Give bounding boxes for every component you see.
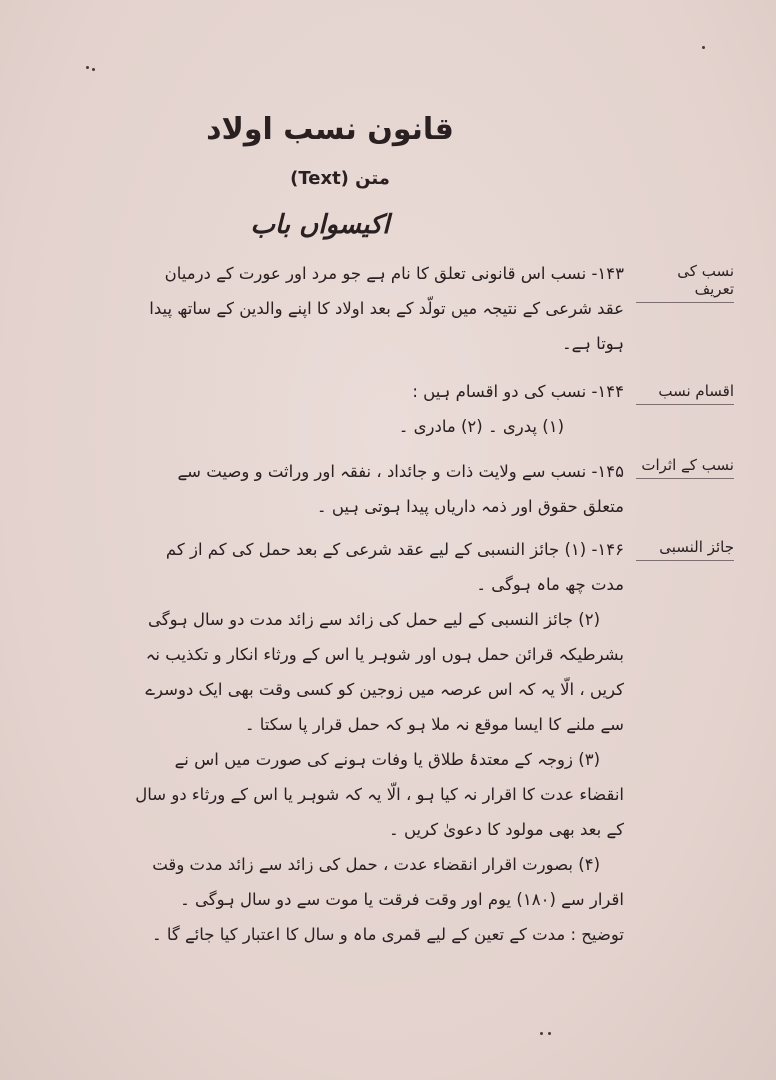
ink-speck	[86, 66, 89, 69]
text-line: سے ملنے کا ایسا موقع نہ ملا ہو کہ حمل قرار پا سکتا ۔	[244, 715, 624, 734]
text-line: ۱۴۳- نسب اس قانونی تعلق کا نام ہے جو مرد اور عورت کے درمیان	[164, 264, 624, 283]
text-line: متعلق حقوق اور ذمہ داریاں پیدا ہوتی ہیں ۔	[316, 497, 624, 516]
ink-speck	[548, 1032, 551, 1035]
section-143	[68, 256, 624, 361]
margin-note-definition: نسب کی تعریف	[636, 262, 734, 303]
text-line: کریں ، الّا یہ کہ اس عرصہ میں زوجین کو کسی وقت بھی ایک دوسرے	[145, 680, 624, 699]
section-145	[68, 454, 624, 524]
chapter-heading: اکیسواں باب	[250, 210, 390, 240]
text-line: ۱۴۶- (۱) جائز النسبی کے لیے عقد شرعی کے بعد حمل کی کم از کم	[165, 540, 624, 559]
text-line: (۱) پدری ۔ (۲) مادری ۔	[398, 417, 564, 436]
text-line: (۲) جائز النسبی کے لیے حمل کی زائد سے زائد مدت دو سال ہوگی	[147, 610, 600, 629]
margin-note-types: اقسام نسب	[636, 382, 734, 405]
section-144	[68, 374, 624, 444]
text-line: انقضاء عدت کا اقرار نہ کیا ہو ، الّا یہ کہ شوہر یا اس کے ورثاء دو سال	[135, 785, 624, 804]
text-line: مدت چھ ماہ ہوگی ۔	[476, 575, 624, 594]
text-line: (۴) بصورت اقرار انقضاء عدت ، حمل کی زائد سے زائد مدت وقت	[152, 855, 600, 874]
text-line: ۱۴۵- نسب سے ولایت ذات و جائداد ، نفقہ اور وراثت و وصیت سے	[177, 462, 624, 481]
text-line: توضیح : مدت کے تعین کے لیے قمری ماہ و سال کا اعتبار کیا جائے گا ۔	[151, 925, 624, 944]
section-146	[68, 532, 624, 952]
page-subtitle: متن (Text)	[290, 168, 390, 189]
text-line: (۳) زوجہ کے معتدۂ طلاق یا وفات ہونے کی صورت میں اس نے	[174, 750, 600, 769]
text-line: اقرار سے (۱۸۰) یوم اور وقت فرقت یا موت سے دو سال ہوگی ۔	[180, 890, 624, 909]
text-line: کے بعد بھی مولود کا دعویٰ کریں ۔	[389, 820, 624, 839]
ink-speck	[702, 46, 705, 49]
text-line: ۱۴۴- نسب کی دو اقسام ہیں :	[412, 382, 624, 401]
ink-speck	[92, 68, 95, 71]
margin-note-effects: نسب کے اثرات	[636, 456, 734, 479]
text-line: ہوتا ہے۔	[561, 334, 624, 353]
margin-note-legitimacy: جائز النسبی	[636, 538, 734, 561]
text-line: عقد شرعی کے نتیجہ میں تولّد کے بعد اولاد کا اپنے والدین کے ساتھ پیدا	[149, 299, 624, 318]
ink-speck	[540, 1032, 543, 1035]
text-line: بشرطیکہ قرائن حمل ہوں اور شوہر یا اس کے ورثاء انکار و تکذیب نہ	[145, 645, 624, 664]
page-title: قانون نسب اولاد	[206, 112, 454, 147]
